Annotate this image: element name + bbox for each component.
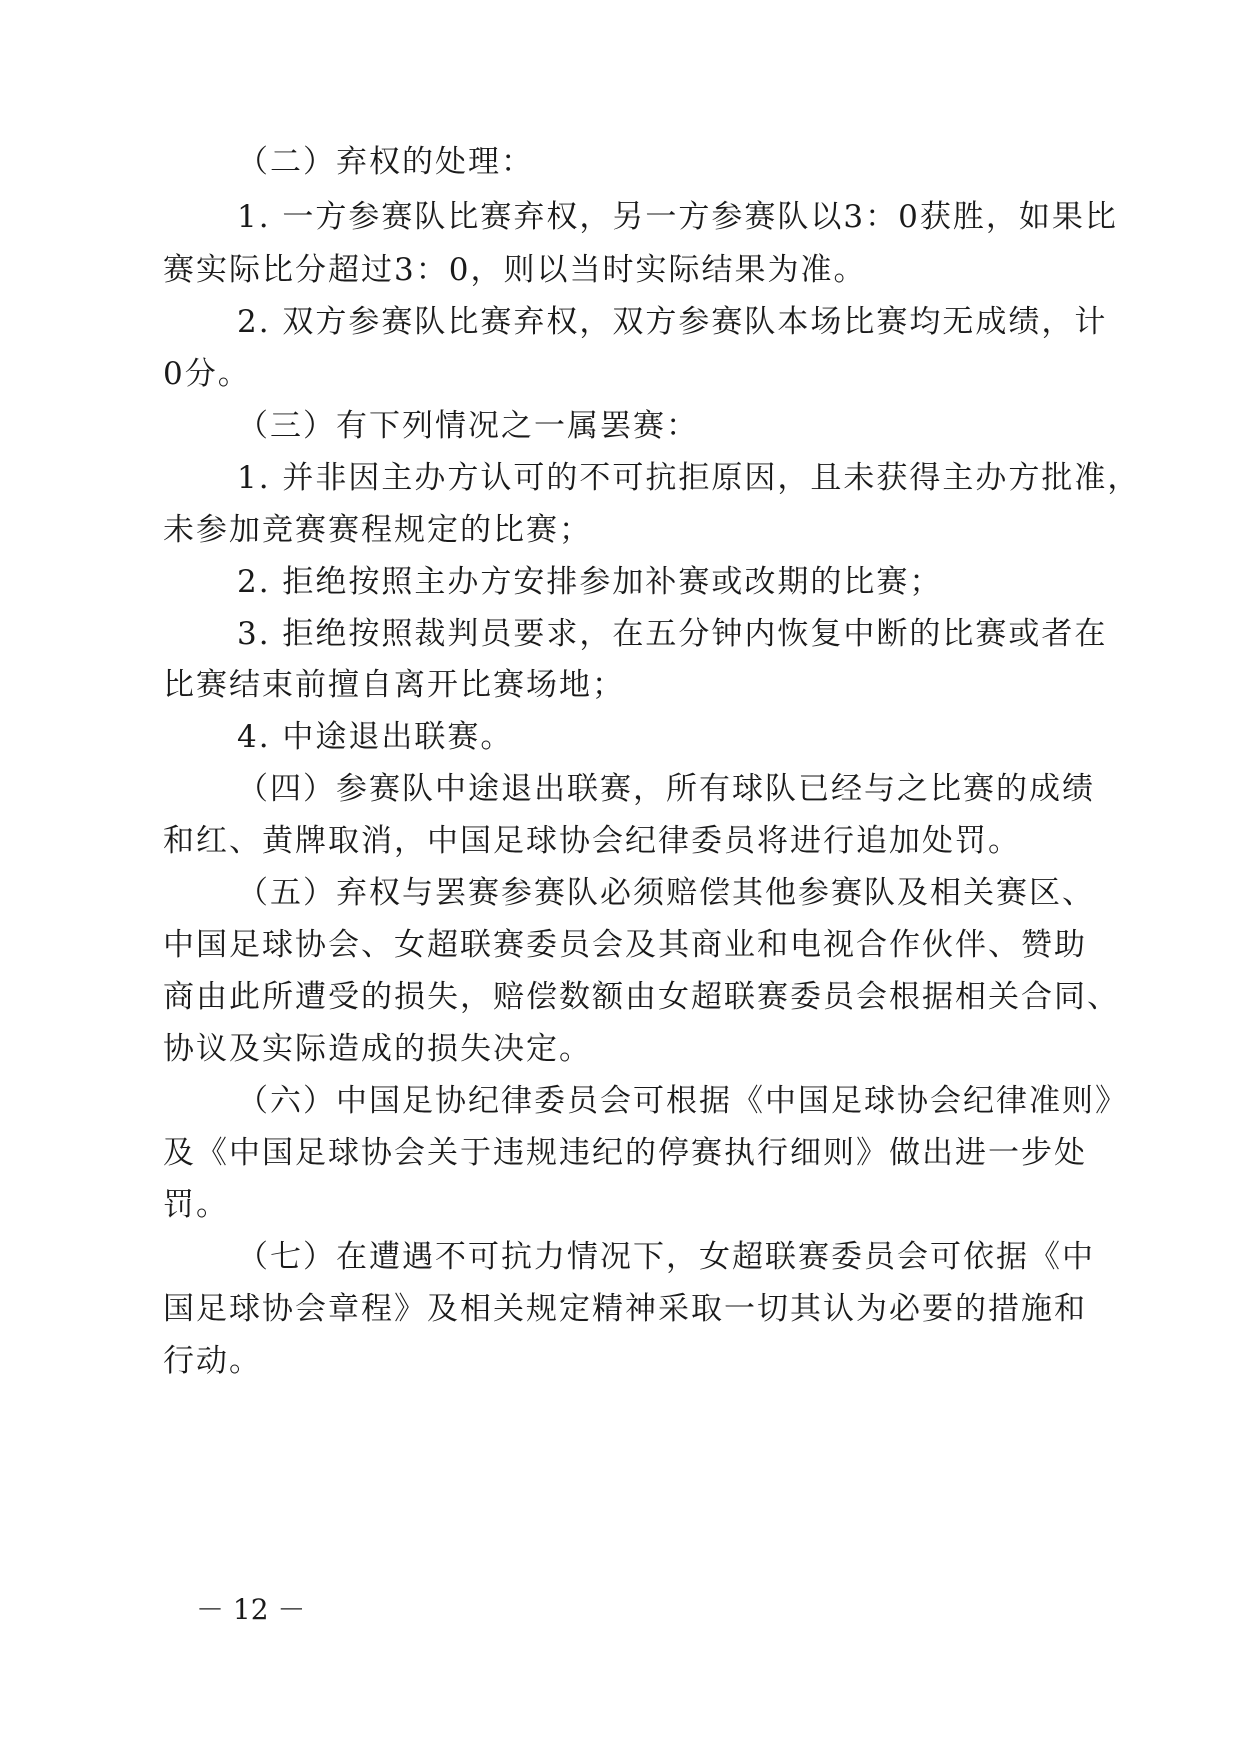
paragraph-line: 4. 中途退出联赛。	[237, 719, 514, 755]
paragraph-line: （四）参赛队中途退出联赛，所有球队已经与之比赛的成绩	[237, 771, 1095, 807]
paragraph-line: （六）中国足协纪律委员会可根据《中国足球协会纪律准则》	[237, 1083, 1128, 1119]
paragraph-line: 2. 双方参赛队比赛弃权，双方参赛队本场比赛均无成绩，计	[237, 304, 1108, 340]
paragraph-line: 中国足球协会、女超联赛委员会及其商业和电视合作伙伴、赞助	[163, 927, 1087, 963]
paragraph-line: （七）在遭遇不可抗力情况下，女超联赛委员会可依据《中	[237, 1239, 1095, 1275]
paragraph-line: 2. 拒绝按照主办方安排参加补赛或改期的比赛；	[237, 564, 943, 600]
paragraph-line: 1. 并非因主办方认可的不可抗拒原因，且未获得主办方批准，	[237, 460, 1141, 496]
paragraph-line: 国足球协会章程》及相关规定精神采取一切其认为必要的措施和	[163, 1291, 1087, 1327]
page-number: － 12 －	[196, 1593, 306, 1626]
paragraph-line: 赛实际比分超过3：0，则以当时实际结果为准。	[163, 252, 867, 288]
paragraph-line: 及《中国足球协会关于违规违纪的停赛执行细则》做出进一步处	[163, 1135, 1087, 1171]
paragraph-line: 未参加竞赛赛程规定的比赛；	[163, 512, 592, 548]
paragraph-line: 行动。	[163, 1343, 262, 1379]
paragraph-line: 比赛结束前擅自离开比赛场地；	[163, 667, 625, 703]
paragraph-strike-heading: （三）有下列情况之一属罢赛：	[237, 408, 699, 444]
paragraph-abstention-heading: （二）弃权的处理：	[237, 144, 534, 180]
paragraph-line: 1. 一方参赛队比赛弃权，另一方参赛队以3：0获胜，如果比	[237, 199, 1118, 235]
paragraph-line: 和红、黄牌取消，中国足球协会纪律委员将进行追加处罚。	[163, 823, 1021, 859]
paragraph-line: 3. 拒绝按照裁判员要求，在五分钟内恢复中断的比赛或者在	[237, 616, 1108, 652]
paragraph-line: 商由此所遭受的损失，赔偿数额由女超联赛委员会根据相关合同、	[163, 979, 1120, 1015]
paragraph-line: 协议及实际造成的损失决定。	[163, 1031, 592, 1067]
paragraph-line: 罚。	[163, 1187, 229, 1223]
paragraph-line: 0分。	[163, 356, 251, 392]
paragraph-line: （五）弃权与罢赛参赛队必须赔偿其他参赛队及相关赛区、	[237, 875, 1095, 911]
